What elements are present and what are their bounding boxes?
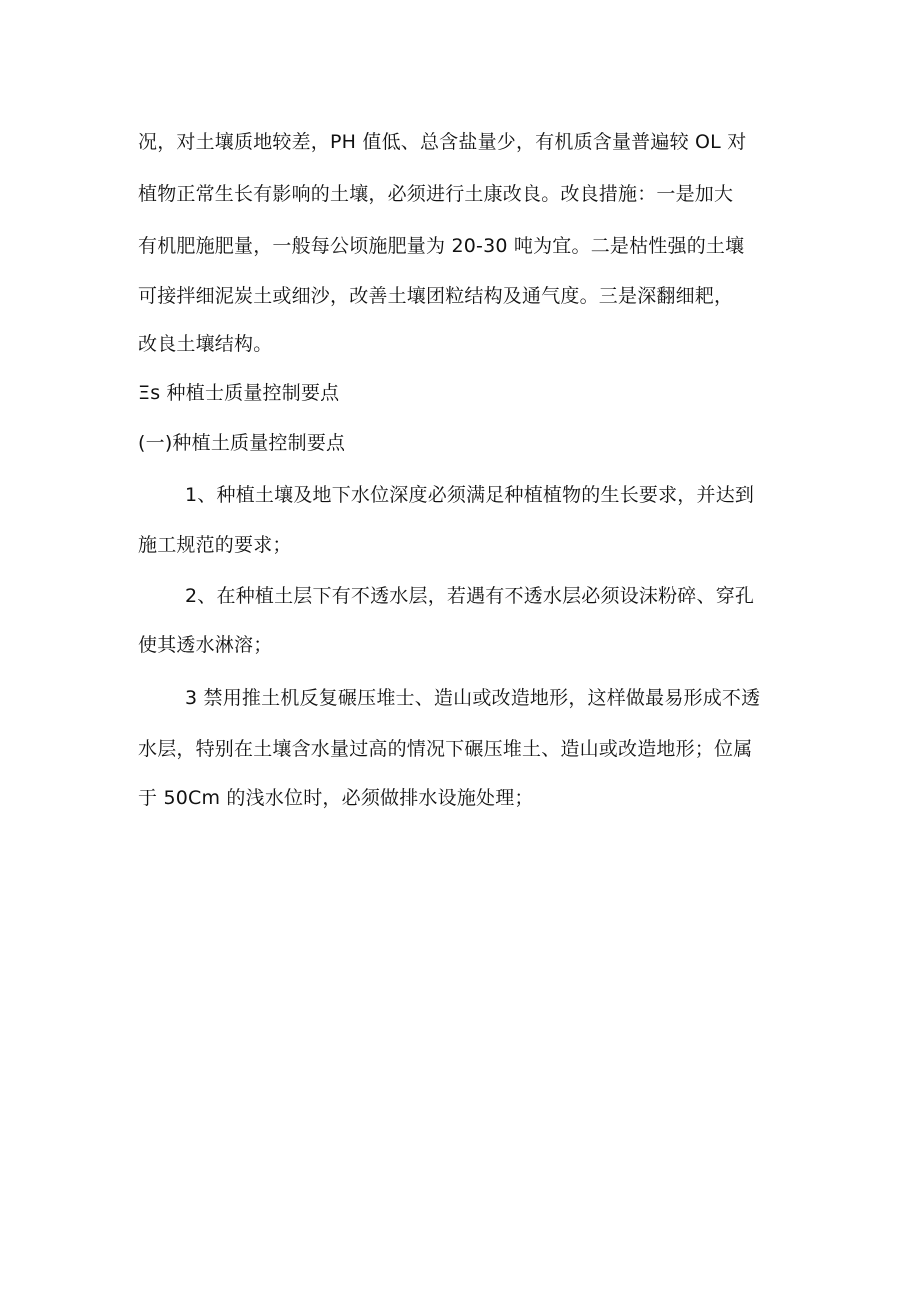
list-item-1-line-2: 施工规范的要求； (138, 534, 292, 556)
paragraph-line-2: 植物正常生长有影响的土壤，必须进行土康改良。改良措施：一是加大 (138, 183, 734, 205)
list-item-3-line-2: 水层，特别在土壤含水量过高的情况下碾压堆土、造山或改造地形；位属 (138, 738, 753, 760)
paragraph-line-3: 有机肥施肥量，一般每公顷施肥量为 20-30 吨为宜。二是枯性强的土壤 (138, 235, 745, 257)
list-item-2-line-1: 2、在种植土层下有不透水层，若遇有不透水层必须设沫粉碎、穿孔 (185, 585, 755, 607)
paragraph-line-4: 可接拌细泥炭土或细沙，改善土壤团粒结构及通气度。三是深翻细耙， (138, 285, 734, 307)
paragraph-line-1: 况，对土壤质地较差，PH 值低、总含盐量少，有机质含量普遍较 OL 对 (138, 131, 747, 153)
subsection-heading: (一)种植土质量控制要点 (138, 432, 346, 454)
section-heading: Ξs 种植士质量控制要点 (138, 382, 340, 404)
list-item-2-line-2: 使其透水淋溶； (138, 634, 273, 656)
list-item-1-line-1: 1、种植土壤及地下水位深度必须满足种植植物的生长要求，并达到 (185, 484, 755, 506)
list-item-3-line-1: 3 禁用推土机反复碾压堆士、造山或改造地形，这样做最易形成不透 (185, 687, 761, 709)
list-item-3-line-3: 于 50Cm 的浅水位时，必须做排水设施处理； (138, 787, 534, 809)
paragraph-line-5: 改良土壤结构。 (138, 333, 273, 355)
